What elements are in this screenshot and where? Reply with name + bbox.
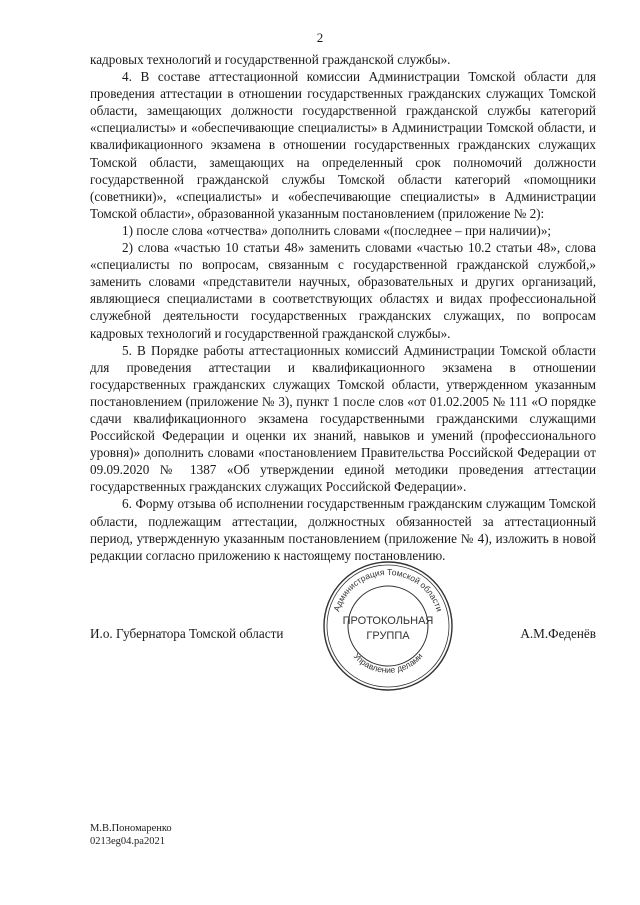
paragraph-item-6: 6. Форму отзыва об исполнении государственным гражданским служащим Томской области, подлежащим аттестации, должностных обязанностей за аттестационный период, утвержденную указанным постановлением (приложение № 4), изложить в новой редакции согласно приложению к настоящему постановлению. xyxy=(90,496,596,563)
page-number: 2 xyxy=(316,30,324,45)
paragraph-subitem-2: 2) слова «частью 10 статьи 48» заменить словами «частью 10.2 статьи 48», слова «специалисты по вопросам, связанным с государственной гражданской службой,» заменить словами «представители научных, образовательных и других организаций, являющиеся специалистами в соответствующих областях и видах профессиональной служебной деятельности государственных гражданских служащих, по вопросам кадровых технологий и государственной гражданской службы». xyxy=(90,240,596,341)
stamp-inner-line2: ГРУППА xyxy=(366,630,410,642)
signatory-position: И.о. Губернатора Томской области xyxy=(90,626,284,641)
stamp-bottom-textpath: Управление делами xyxy=(351,650,425,675)
paragraph-subitem-1: 1) после слова «отчества» дополнить словами «(последнее – при наличии)»; xyxy=(122,222,552,238)
paragraph-item-4: 4. В составе аттестационной комиссии Администрации Томской области для проведения аттестации в отношении государственных гражданских служащих Томской области, замещающих должности государственной гражданской службы категорий «специалисты» и «обеспечивающие специалисты» в Администрации Томской области, и квалификационного экзамена в отношении государственных гражданских служащих Томской области, замещающих на определенный срок полномочий должности государственной гражданской службы Томской области категорий «помощники (советники)», «специалисты» и «обеспечивающие специалисты» в Администрации Томской области», образованной указанным постановлением (приложение № 2): xyxy=(90,69,596,221)
footer-code: 0213eg04.ра2021 xyxy=(90,836,165,847)
stamp-inner-line1: ПРОТОКОЛЬНАЯ xyxy=(342,615,434,627)
official-stamp xyxy=(318,556,458,696)
signatory-name: А.М.Феденёв xyxy=(520,626,596,641)
document-footer xyxy=(90,822,172,848)
stamp-outer-text xyxy=(331,567,445,613)
document-body xyxy=(90,51,596,564)
stamp-outer-textpath: Администрация Томской области xyxy=(331,566,445,613)
stamp-bottom-text xyxy=(352,651,425,675)
footer-author: М.В.Пономаренко xyxy=(90,823,172,834)
paragraph-continuation: кадровых технологий и государственной гражданской службы». xyxy=(90,52,451,67)
paragraph-item-5: 5. В Порядке работы аттестационных комиссий Администрации Томской области для проведения аттестации и квалификационного экзамена в отношении государственных гражданских служащих Томской области, утвержденном указанным постановлением (приложение № 3), пункт 1 после слов «от 01.02.2005 № 111 «О порядке сдачи квалификационного экзамена государственными гражданскими служащими Российской Федерации и оценки их знаний, навыков и умений (профессионального уровня)» дополнить словами «постановлением Правительства Российской Федерации от 09.09.2020 № 1387 «Об утверждении единой методики проведения аттестации государственных гражданских служащих Российской Федерации». xyxy=(90,342,596,495)
